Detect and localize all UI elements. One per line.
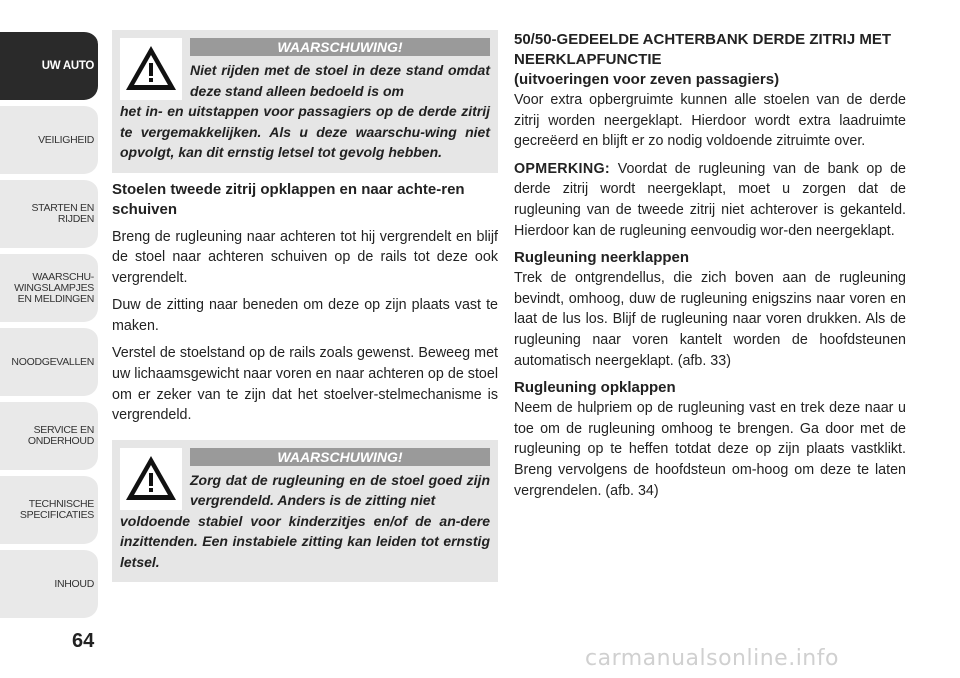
tab-technische-specificaties[interactable] [0, 474, 98, 544]
warning-box [112, 440, 498, 583]
right-column [514, 30, 906, 501]
warning-box [112, 30, 498, 173]
page-number: 64 [72, 630, 95, 652]
section-heading: Rugleuning neerklappen [514, 249, 690, 267]
tab-inhoud[interactable] [0, 548, 98, 618]
tab-starten-en-rijden[interactable] [0, 178, 98, 248]
note-label: OPMERKING: [514, 160, 610, 177]
section-heading: Stoelen tweede zitrij opklappen en naar achte-ren schuiven [112, 180, 465, 218]
warning-title: WAARSCHUWING! [190, 448, 490, 466]
section-subheading: (uitvoeringen voor zeven passagiers) [514, 71, 780, 88]
note-text: Voordat de rugleuning van de bank op de derde zitrij wordt neergeklapt, moet u zorgen dat de rugleuning van de tweede zitrij niet achterover is gekanteld. Hierdoor kan de rugleuning eenvoudig wor-den neergeklapt. [514, 160, 906, 239]
warning-text: Zorg dat de rugleuning en de stoel goed zijn vergrendeld. Anders is de zitting niet [190, 471, 490, 509]
tab-uw-auto[interactable] [0, 30, 98, 100]
tab-label: TECHNISCHE SPECIFICATIES [19, 498, 94, 521]
tab-label: UW AUTO [41, 59, 94, 72]
tab-service-en-onderhoud[interactable] [0, 400, 98, 470]
warning-text: Niet rijden met de stoel in deze stand omdat deze stand alleen bedoeld is om [190, 62, 490, 99]
warning-text-continued: voldoende stabiel voor kinderzitjes en/of de an-dere inzittenden. Een instabiele zitting kan leiden tot ernstig letsel. [120, 512, 490, 570]
warning-triangle-icon [120, 448, 182, 510]
paragraph: Duw de zitting naar beneden om deze op zijn plaats vast te maken. [112, 297, 498, 334]
paragraph: Voor extra opbergruimte kunnen alle stoelen van de derde zitrij worden neergeklapt. Hierdoor wordt extra laadruimte gecreëerd en blijft er zo nodig voldoende zitruimte over. [514, 92, 906, 150]
tab-label: SERVICE EN ONDERHOUD [27, 424, 94, 447]
tab-label: STARTEN EN RIJDEN [31, 202, 94, 225]
tab-veiligheid[interactable] [0, 104, 98, 174]
left-column [112, 30, 498, 582]
paragraph: Verstel de stoelstand op de rails zoals gewenst. Beweeg met uw lichaamsgewicht naar voren en naar achteren op de stoel om er zeker van te zijn dat het stoelver-stelmechanisme is vergrendeld. [112, 345, 498, 424]
warning-title: WAARSCHUWING! [190, 38, 490, 56]
watermark: carmanualsonline.info [585, 646, 839, 671]
note [514, 159, 906, 241]
tab-label: NOODGEVALLEN [11, 355, 94, 368]
tab-label: INHOUD [54, 577, 94, 590]
tab-noodgevallen[interactable] [0, 326, 98, 396]
tab-label: WAARSCHU- WINGSLAMPJES EN MELDINGEN [14, 270, 94, 305]
tab-waarschuwingslampjes[interactable] [0, 252, 98, 322]
warning-triangle-icon [120, 38, 182, 100]
paragraph: Breng de rugleuning naar achteren tot hij vergrendelt en blijf de stoel naar achteren schuiven op de rails tot deze ook vergrendelt. [112, 228, 498, 286]
section-heading: Rugleuning opklappen [514, 379, 676, 397]
paragraph: Trek de ontgrendellus, die zich boven aan de rugleuning bevindt, omhoog, duw de rugleuning enigszins naar voren en laat de lus los. Blijf de rugleuning naar voren drukken. Als de rugleuning naar voren kantelt worden de hoofdsteunen automatisch neergeklapt. (afb. 33) [514, 270, 906, 369]
warning-text-continued: het in- en uitstappen voor passagiers op de derde zitrij te vergemakkelijken. Als u deze waarschu-wing niet opvolgt, kan dit ernstig letsel tot gevolg hebben. [120, 103, 490, 160]
section-heading: 50/50-GEDEELDE ACHTERBANK DERDE ZITRIJ MET NEERKLAPFUNCTIE [514, 31, 891, 68]
tab-label: VEILIGHEID [38, 133, 94, 146]
paragraph: Neem de hulpriem op de rugleuning vast en trek deze naar u toe om de rugleuning omhoog te brengen. Ga door met de rugleuning op te heffen totdat deze op zijn plaats vastklikt. Breng vervolgens de hoofdsteun om-hoog om deze te laten vergrendelen. (afb. 34) [514, 400, 906, 499]
